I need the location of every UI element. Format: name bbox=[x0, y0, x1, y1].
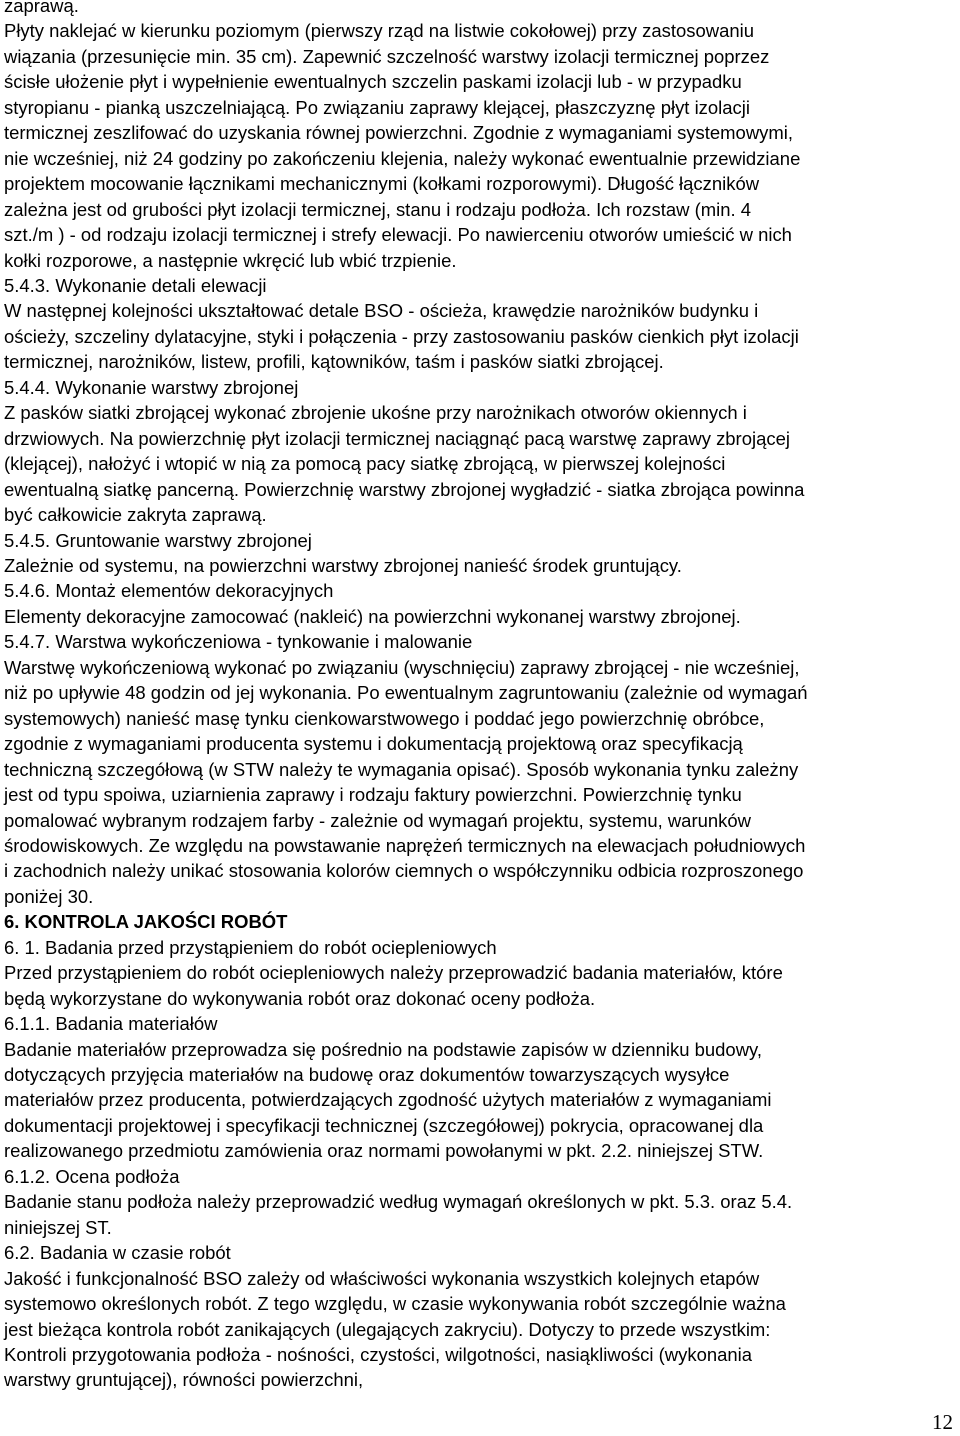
text-line: dotyczących przyjęcia materiałów na budowę oraz dokumentów towarzyszących wysyłce bbox=[4, 1064, 730, 1086]
text-line: (klejącej), nałożyć i wtopić w nią za pomocą pacy siatkę zbrojącą, w pierwszej kolejności bbox=[4, 453, 726, 475]
text-line: poniżej 30. bbox=[4, 885, 94, 907]
text-line: nie wcześniej, niż 24 godziny po zakończeniu klejenia, należy wykonać ewentualnie przewidziane bbox=[4, 147, 801, 169]
text-line: Zależnie od systemu, na powierzchni warstwy zbrojonej nanieść środek gruntujący. bbox=[4, 554, 682, 576]
text-line: i zachodnich należy unikać stosowania kolorów ciemnych o współczynniku odbicia rozproszonego bbox=[4, 860, 804, 882]
text-line: jest od typu spoiwa, uziarnienia zaprawy i rodzaju faktury powierzchni. Powierzchnię tynku bbox=[4, 784, 742, 806]
text-line: 6.1.1. Badania materiałów bbox=[4, 1013, 218, 1035]
paragraph bbox=[4, 1011, 952, 1036]
text-line: 6. KONTROLA JAKOŚCI ROBÓT bbox=[4, 911, 288, 933]
text-line: 6.2. Badania w czasie robót bbox=[4, 1242, 231, 1264]
text-line: 5.4.5. Gruntowanie warstwy zbrojonej bbox=[4, 529, 312, 551]
text-line: środowiskowych. Ze względu na powstawanie naprężeń termicznych na elewacjach południowych bbox=[4, 834, 806, 856]
text-line: dokumentacji projektowej i specyfikacji technicznej (szczegółowej) pokrycia, opracowanej dla bbox=[4, 1114, 764, 1136]
text-line: styropianu - pianką uszczelniającą. Po związaniu zaprawy klejącej, płaszczyznę płyt izolacji bbox=[4, 96, 750, 118]
text-line: Badanie stanu podłoża należy przeprowadzić według wymagań określonych w pkt. 5.3. oraz 5.4. bbox=[4, 1191, 793, 1213]
text-line: ewentualną siatkę pancerną. Powierzchnię warstwy zbrojonej wygładzić - siatka zbrojąca powinna bbox=[4, 478, 805, 500]
paragraph bbox=[4, 528, 952, 553]
text-line: będą wykorzystane do wykonywania robót oraz dokonać oceny podłoża. bbox=[4, 987, 596, 1009]
text-line: niniejszej ST. bbox=[4, 1216, 112, 1238]
text-line: 6.1.2. Ocena podłoża bbox=[4, 1165, 180, 1187]
paragraph bbox=[4, 604, 952, 629]
paragraph bbox=[4, 935, 952, 960]
text-line: zaprawą. bbox=[4, 0, 79, 16]
text-line: Kontroli przygotowania podłoża - nośności, czystości, wilgotności, nasiąkliwości (wykonania bbox=[4, 1344, 753, 1366]
paragraph bbox=[4, 1240, 952, 1265]
text-line: realizowanego przedmiotu zamówienia oraz normami powołanymi w pkt. 2.2. niniejszej STW. bbox=[4, 1140, 764, 1162]
section-heading bbox=[4, 909, 952, 934]
text-line: Z pasków siatki zbrojącej wykonać zbrojenie ukośne przy narożnikach otworów okiennych i bbox=[4, 402, 747, 424]
text-line: Elementy dekoracyjne zamocować (nakleić) na powierzchni wykonanej warstwy zbrojonej. bbox=[4, 605, 741, 627]
text-line: zgodnie z wymaganiami producenta systemu i dokumentacją projektową oraz specyfikacją bbox=[4, 733, 743, 755]
document-body bbox=[4, 0, 952, 1393]
text-line: W następnej kolejności ukształtować detale BSO - ościeża, krawędzie narożników budynku i bbox=[4, 300, 759, 322]
text-line: termicznej zeszlifować do uzyskania równej powierzchni. Zgodnie z wymaganiami systemowymi, bbox=[4, 122, 794, 144]
page-number: 12 bbox=[932, 1410, 953, 1434]
text-line: Przed przystąpieniem do robót ociepleniowych należy przeprowadzić badania materiałów, które bbox=[4, 962, 783, 984]
text-line: wiązania (przesunięcie min. 35 cm). Zapewnić szczelność warstwy izolacji termicznej poprzez bbox=[4, 45, 770, 67]
paragraph bbox=[4, 1189, 952, 1240]
text-line: techniczną szczegółową (w STW należy te wymagania opisać). Sposób wykonania tynku zależny bbox=[4, 758, 799, 780]
paragraph bbox=[4, 1164, 952, 1189]
paragraph bbox=[4, 0, 952, 18]
text-line: szt./m ) - od rodzaju izolacji termicznej i strefy elewacji. Po nawierceniu otworów umieścić w nich bbox=[4, 224, 792, 246]
text-line: niż po upływie 48 godzin od jej wykonania. Po ewentualnym zagruntowaniu (zależnie od wymagań bbox=[4, 682, 808, 704]
text-line: jest bieżąca kontrola robót zanikających (ulegających zakryciu). Dotyczy to przede wszystkim: bbox=[4, 1318, 771, 1340]
text-line: ścisłe ułożenie płyt i wypełnienie ewentualnych szczelin paskami izolacji lub - w przypadku bbox=[4, 71, 742, 93]
text-line: drzwiowych. Na powierzchnię płyt izolacji termicznej naciągnąć pacą warstwę zaprawy zbrojącej bbox=[4, 427, 790, 449]
text-line: Warstwę wykończeniową wykonać po związaniu (wyschnięciu) zaprawy zbrojącej - nie wcześniej, bbox=[4, 656, 800, 678]
paragraph bbox=[4, 553, 952, 578]
text-line: Płyty naklejać w kierunku poziomym (pierwszy rząd na listwie cokołowej) przy zastosowaniu bbox=[4, 20, 755, 42]
text-line: projektem mocowanie łącznikami mechanicznymi (kołkami rozporowymi). Długość łączników bbox=[4, 173, 760, 195]
text-line: systemowych) nanieść masę tynku cienkowarstwowego i poddać jego powierzchnię obróbce, bbox=[4, 707, 765, 729]
text-line: materiałów przez producenta, potwierdzających zgodność użytych materiałów z wymaganiami bbox=[4, 1089, 772, 1111]
paragraph bbox=[4, 400, 952, 527]
text-line: być całkowicie zakryta zaprawą. bbox=[4, 504, 267, 526]
text-line: 6. 1. Badania przed przystąpieniem do robót ociepleniowych bbox=[4, 936, 497, 958]
text-line: 5.4.6. Montaż elementów dekoracyjnych bbox=[4, 580, 334, 602]
text-line: zależna jest od grubości płyt izolacji termicznej, stanu i rodzaju podłoża. Ich rozstaw (min. 4 bbox=[4, 198, 751, 220]
paragraph bbox=[4, 273, 952, 298]
text-line: 5.4.7. Warstwa wykończeniowa - tynkowanie i malowanie bbox=[4, 631, 473, 653]
text-line: 5.4.4. Wykonanie warstwy zbrojonej bbox=[4, 376, 299, 398]
text-line: systemowo określonych robót. Z tego względu, w czasie wykonywania robót szczególnie ważna bbox=[4, 1293, 786, 1315]
text-line: warstwy gruntującej), równości powierzchni, bbox=[4, 1369, 364, 1391]
text-line: pomalować wybranym rodzajem farby - zależnie od wymagań projektu, systemu, warunków bbox=[4, 809, 751, 831]
text-line: termicznej, narożników, listew, profili, kątowników, taśm i pasków siatki zbrojącej. bbox=[4, 351, 664, 373]
paragraph bbox=[4, 629, 952, 654]
text-line: Badanie materiałów przeprowadza się pośrednio na podstawie zapisów w dzienniku budowy, bbox=[4, 1038, 763, 1060]
text-line: ościeży, szczeliny dylatacyjne, styki i połączenia - przy zastosowaniu pasków cienkich płyt izolacji bbox=[4, 325, 799, 347]
paragraph bbox=[4, 18, 952, 273]
text-line: Jakość i funkcjonalność BSO zależy od właściwości wykonania wszystkich kolejnych etapów bbox=[4, 1267, 760, 1289]
paragraph bbox=[4, 655, 952, 910]
paragraph bbox=[4, 1266, 952, 1393]
paragraph bbox=[4, 578, 952, 603]
paragraph bbox=[4, 1037, 952, 1164]
text-line: 5.4.3. Wykonanie detali elewacji bbox=[4, 274, 267, 296]
paragraph bbox=[4, 298, 952, 374]
paragraph bbox=[4, 960, 952, 1011]
paragraph bbox=[4, 375, 952, 400]
text-line: kołki rozporowe, a następnie wkręcić lub wbić trzpienie. bbox=[4, 249, 457, 271]
